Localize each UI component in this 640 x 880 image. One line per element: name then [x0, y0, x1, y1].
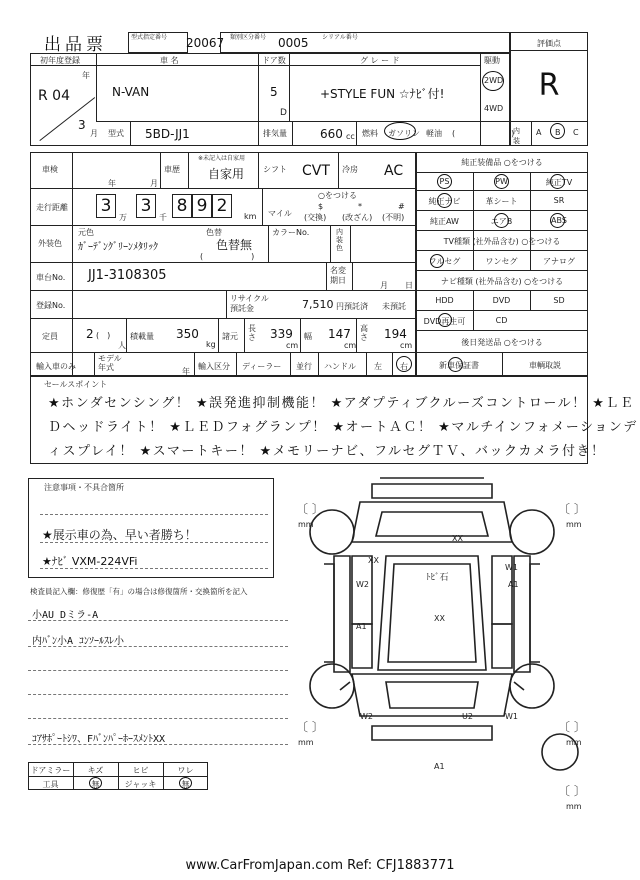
ac-label: 冷房 [342, 165, 358, 174]
recycle-unit: 円預託済 [336, 302, 368, 311]
shaken-label: 車検 [42, 165, 58, 174]
interior-label: 内装 [513, 127, 520, 145]
man-unit: 万 [119, 213, 127, 222]
dealer: ディーラー [242, 362, 282, 371]
fuel-label: 燃料 [362, 129, 378, 138]
model-year-label: モデル年式 [98, 354, 122, 372]
rr-bracket: 〔 〕 [558, 720, 586, 734]
cc: cc [346, 132, 355, 141]
first-reg-label: 初年度登録 [40, 56, 80, 65]
capacity-unit: 人 [118, 341, 126, 350]
drive-label: 駆動 [484, 56, 500, 65]
dims-label: 諸元 [222, 332, 238, 341]
later-title: 後日発送品 ○をつける [461, 338, 543, 347]
title-change-label: 名変期日 [330, 266, 346, 285]
note-line-2: ★ﾅﾋﾞ VXM-224VFi [42, 555, 138, 568]
cm-wid: cm [344, 341, 357, 350]
doors-label: ドア数 [262, 56, 286, 65]
mileage-d4: 9 [196, 196, 208, 216]
cm-len: cm [286, 341, 299, 350]
tv-circle [550, 174, 565, 189]
width: 147 [328, 327, 351, 341]
inspection-block [30, 152, 416, 376]
tools-none-circle [89, 777, 102, 789]
tv-title: TV種類 (社外品含む) ○をつける [443, 237, 561, 246]
light-oil: 軽油 [426, 129, 442, 138]
mark-bumper: A1 [434, 762, 445, 771]
mark-right-door: A1 [508, 580, 519, 589]
tv-one: ワンセグ [485, 257, 518, 266]
inspector-line-1: 小AU Dミラ-A [32, 610, 99, 621]
mark-roof: XX [434, 614, 445, 623]
len-label: 長さ [248, 324, 256, 342]
use-note: ※未記入は自家用 [198, 155, 246, 162]
capacity-paren: ( ) [96, 331, 111, 340]
serial-label: シリアル番号 [322, 34, 358, 41]
load-label: 積載量 [130, 332, 154, 341]
interior-c: C [573, 128, 579, 137]
missing-h3: ヒビ [132, 766, 149, 775]
missing-r2: 無 [91, 780, 100, 789]
era: R 04 [38, 88, 70, 104]
equip-tv: 純正TV [545, 178, 573, 187]
hei-label: 高さ [360, 324, 368, 342]
later-warranty: 新車保証書 [439, 361, 479, 370]
rl-mm: mm [298, 738, 314, 747]
note-line-1: ★展示車の為、早い者勝ち！ [42, 528, 197, 542]
sales-line-1: ★ホンダセンシング！ ★誤発進抑制機能！ ★アダプティブクルーズコントロール！ ★ＬＥ [48, 396, 635, 411]
displacement-label: 排気量 [263, 129, 287, 138]
fuel-circle [384, 122, 416, 140]
inspector-label: 検査員記入欄：修復歴「有」の場合は修復箇所・交換箇所を記入 [30, 587, 248, 596]
navi-circle [437, 193, 452, 208]
mark-roof-stone: ﾄﾋﾞ石 [426, 573, 449, 583]
interior-circle [550, 123, 565, 139]
month-unit: 月 [90, 129, 98, 138]
inspector-line-5: ｺｱｻﾎﾟｰﾄｼﾜ、FﾊﾞﾝﾊﾟｰﾎｰｽﾒﾝﾄXX [32, 734, 166, 745]
dvdplay-circle [438, 313, 452, 327]
reg-label: 登録No. [36, 301, 66, 310]
handle-circle [396, 356, 412, 372]
airbag-circle [494, 213, 509, 228]
shift-label: シフト [263, 165, 287, 174]
footer-ref: www.CarFromJapan.com Ref: CFJ1883771 [185, 858, 455, 873]
handle-right: 右 [400, 362, 408, 371]
fl-bracket: 〔 〕 [296, 502, 324, 516]
navi-dvdplay: DVD再生可 [423, 317, 466, 326]
mark-left-door: W2 [356, 580, 369, 589]
mark-left-rear: A1 [356, 622, 367, 631]
warranty-circle [448, 357, 463, 372]
fuel-paren: ( ) [452, 129, 515, 138]
capacity-label: 定員 [42, 332, 58, 341]
chassis-label: 車台No. [36, 273, 66, 282]
handle-left: 左 [374, 362, 382, 371]
missing-r3: ジャッキ [124, 780, 157, 789]
equip-ps: PS [439, 177, 450, 186]
wid-label: 幅 [304, 332, 312, 341]
navi-hdd: HDD [435, 296, 454, 305]
equip-leather: 革シート [485, 197, 518, 206]
model-year-unit: 年 [182, 367, 190, 376]
equip-abs: ABS [551, 216, 567, 225]
length: 339 [270, 327, 293, 341]
missing-h1: ドアミラー [30, 766, 71, 775]
shaken-month: 月 [150, 179, 158, 188]
mark-left-fender: XX [368, 556, 379, 565]
doors: 5 [270, 85, 278, 99]
mark-rear: U2 [462, 712, 473, 721]
mileage-d3: 8 [176, 196, 188, 216]
class-no-label: 類別区分番号 [230, 34, 267, 41]
not-deposited: 未預託 [382, 302, 406, 311]
navi-sd: SD [553, 296, 565, 305]
title-day: 日 [405, 281, 413, 290]
tamper: * [358, 202, 362, 211]
repaint: 色替無 [216, 238, 253, 252]
drive-2wd: 2WD [484, 76, 504, 85]
ps-circle [437, 174, 452, 189]
model-no-label: 型式指定番号 [131, 34, 168, 41]
chassis: JJ1-3108305 [88, 268, 167, 283]
equip-airbag: エアB [490, 217, 513, 226]
tv-analog: アナログ [543, 257, 575, 266]
mark-front: XX [452, 534, 463, 543]
score-label: 評価点 [537, 39, 561, 48]
recycle-label: リサイクル預託金 [230, 294, 269, 313]
cm-hei: cm [400, 341, 413, 350]
circle-note: ○をつける [318, 191, 357, 200]
year-unit: 年 [82, 71, 90, 80]
title-month: 月 [380, 281, 388, 290]
ac: AC [384, 163, 404, 179]
use-label: 車歴 [164, 165, 180, 174]
import-class-label: 輸入区分 [198, 362, 230, 371]
reg-month: 3 [78, 118, 86, 132]
sales-label: セールスポイント [44, 380, 108, 389]
color-label: 外装色 [38, 239, 62, 248]
navi-cd: CD [495, 316, 508, 325]
mark-right-fender: W1 [505, 563, 518, 572]
import-label: 輸入車のみ [36, 362, 76, 371]
fr-bracket: 〔 〕 [558, 502, 586, 516]
pw-circle [494, 174, 509, 189]
height: 194 [384, 327, 407, 341]
handle-label: ハンドル [324, 362, 356, 371]
spare-mm: mm [566, 802, 582, 811]
name-label: 車 名 [160, 56, 179, 65]
use: 自家用 [208, 167, 245, 181]
missing-r1: 工具 [42, 780, 59, 789]
load-unit: kg [206, 340, 216, 349]
later-manual: 車輌取説 [529, 361, 561, 370]
tamper-sub: (改ざん) [342, 213, 373, 222]
missing-h2: キズ [87, 766, 104, 775]
mileage-d1: 3 [100, 196, 112, 216]
equip-sr: SR [553, 196, 565, 205]
std-title: 純正装備品 ○をつける [461, 158, 543, 167]
sen-unit: 千 [159, 213, 167, 222]
mark-rear-left: W2 [360, 712, 373, 721]
type: 5BD-JJ1 [145, 127, 190, 141]
equip-aw: 純正AW [430, 217, 459, 226]
exchange-sub: (交換) [304, 213, 327, 222]
grade: +STYLE FUN ☆ﾅﾋﾞ付! [320, 87, 445, 101]
type-label: 型式 [108, 129, 124, 138]
navi-dvd: DVD [492, 296, 511, 305]
rr-mm: mm [566, 738, 582, 747]
mark-rear-right: W1 [505, 712, 518, 721]
repaint-paren: ( ) [200, 252, 255, 261]
fl-mm: mm [298, 520, 314, 529]
mileage-label: 走行距離 [36, 203, 68, 212]
repaint-label: 色替 [206, 228, 222, 237]
color-no-label: カラーNo. [272, 228, 310, 237]
model-no: 20067 [186, 36, 225, 50]
equip-navi: 純正ナビ [428, 197, 461, 206]
fuel: ガソリン [388, 129, 420, 138]
car-diagram [290, 472, 590, 802]
door-type: D [280, 108, 287, 118]
notes-label: 注意事項・不具合箇所 [44, 483, 124, 492]
class-no: 0005 [278, 36, 309, 50]
inspector-line-2: 内ﾊﾞﾝ小A ｺﾝｿｰﾙｽﾚ小 [32, 636, 125, 647]
shift: CVT [302, 163, 330, 179]
score-value: R [538, 68, 560, 103]
displacement: 660 [320, 127, 343, 141]
km-unit: km [244, 212, 257, 221]
mile: マイル [268, 209, 292, 218]
shaken-year: 年 [108, 179, 116, 188]
grade-label: グ レ ー ド [360, 56, 400, 65]
exchange: $ [318, 202, 324, 211]
capacity: 2 [86, 327, 94, 341]
fr-mm: mm [566, 520, 582, 529]
drive-circle [482, 71, 504, 91]
color: ｶﾞｰﾃﾞﾝｸﾞﾘｰﾝﾒﾀﾘｯｸ [78, 242, 158, 253]
tv-full: フルセグ [428, 257, 461, 266]
form-title: 出品票 [44, 35, 107, 55]
interior-b: B [555, 128, 561, 137]
equip-pw: PW [495, 177, 508, 186]
load: 350 [176, 327, 199, 341]
orig-color-label: 元色 [78, 228, 94, 237]
mileage-d2: 3 [140, 196, 152, 216]
rl-bracket: 〔 〕 [296, 720, 324, 734]
interior-color-label: 内装色 [336, 228, 343, 252]
abs-circle [550, 213, 565, 228]
missing-r4: 無 [181, 780, 190, 789]
sales-line-3: ィスプレイ！ ★スマートキー！ ★メモリーナビ、フルセグＴＶ、バックカメラ付き！ [48, 444, 606, 459]
sales-line-2: Ｄヘッドライト！ ★ＬＥＤフォグランプ！ ★オートＡＣ！ ★マルチインフォメーションデ [48, 420, 638, 435]
unknown: # [398, 202, 405, 211]
fullseg-circle [430, 254, 444, 268]
interior-a: A [536, 128, 542, 137]
recycle: 7,510 [302, 298, 334, 311]
header-strip [220, 32, 510, 53]
parallel: 並行 [296, 362, 312, 371]
unknown-sub: (不明) [382, 213, 405, 222]
missing-h4: ワレ [177, 766, 194, 775]
navi-title: ナビ種類 (社外品含む) ○をつける [440, 277, 564, 286]
drive-4wd: 4WD [484, 104, 504, 113]
vehicle-name: N-VAN [112, 85, 150, 99]
spare-bracket: 〔 〕 [558, 784, 586, 798]
mileage-d5: 2 [216, 196, 228, 216]
jack-none-circle [179, 777, 192, 789]
